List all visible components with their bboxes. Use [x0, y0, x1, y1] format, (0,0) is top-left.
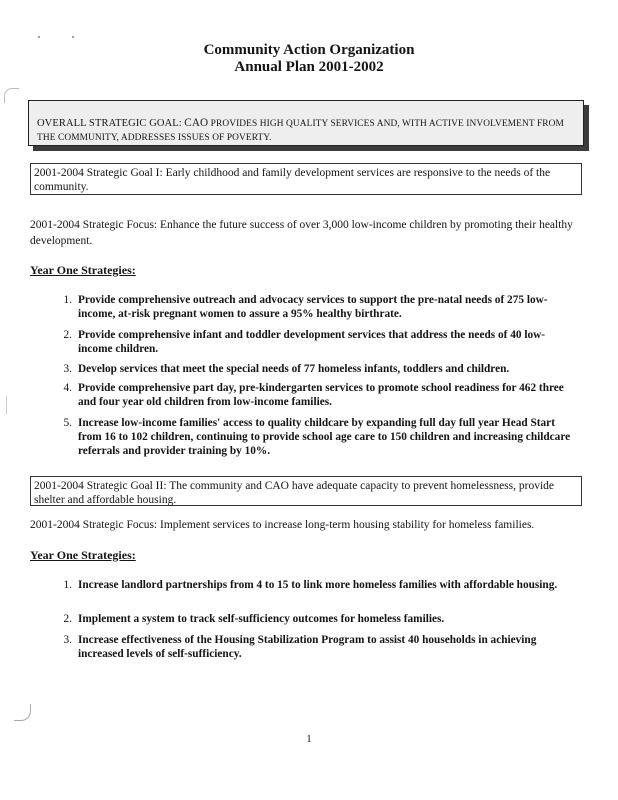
item-number: 2.	[63, 329, 72, 341]
item-text: Develop services that meet the special needs of 77 homeless infants, toddlers and children.	[78, 363, 510, 375]
item-text: Increase effectiveness of the Housing Stabilization Program to assist 40 households in achieving increased levels of self-sufficiency.	[78, 634, 537, 660]
item-text: Provide comprehensive outreach and advocacy services to support the pre-natal needs of 275 low-income, at-risk pregnant women to assure a 95% healthy birthrate.	[78, 294, 548, 320]
punch-hole-mark	[4, 88, 19, 103]
document-title: Community Action Organization	[203, 42, 415, 58]
item-number: 5.	[63, 417, 72, 429]
overall-goal-description: PROVIDES HIGH QUALITY SERVICES AND, WITH ACTIVE INVOLVEMENT FROM THE COMMUNITY, ADDRESSES ISSUES OF POVERTY.	[37, 119, 564, 143]
overall-goal-text	[37, 116, 577, 145]
scan-speck	[38, 36, 40, 38]
document-subtitle: Annual Plan 2001-2002	[234, 59, 384, 75]
strategic-goal-1: 2001-2004 Strategic Goal I: Early childhood and family development services are responsive to the needs of the community.	[30, 163, 582, 195]
item-number: 4.	[63, 382, 72, 394]
scan-speck	[72, 36, 74, 38]
strategic-focus-1: 2001-2004 Strategic Focus: Enhance the future success of over 3,000 low-income children by promoting their healthy development.	[30, 219, 573, 247]
item-number: 2.	[63, 613, 72, 625]
strategic-focus-2: 2001-2004 Strategic Focus: Implement services to increase long-term housing stability for homeless families.	[30, 519, 535, 531]
overall-goal-box	[28, 100, 584, 146]
overall-goal-org: CAO	[184, 117, 209, 129]
strategic-goal-2: 2001-2004 Strategic Goal II: The community and CAO have adequate capacity to prevent homelessness, provide shelter and affordable housing.	[30, 476, 582, 506]
year-one-strategies-heading: Year One Strategies:	[30, 263, 136, 277]
page-number: 1	[306, 733, 312, 745]
item-text: Provide comprehensive part day, pre-kindergarten services to promote school readiness for 462 three and four year old children from low-income families.	[78, 382, 564, 408]
item-number: 1.	[63, 579, 72, 591]
punch-hole-mark	[14, 704, 31, 721]
item-number: 1.	[63, 294, 72, 306]
item-number: 3.	[63, 363, 72, 375]
item-text: Increase low-income families' access to quality childcare by expanding full day full year Head Start from 16 to 102 children, continuing to provide school age care to 150 children and increasing childcare referrals and provider training by 10%.	[78, 417, 571, 457]
item-text: Implement a system to track self-sufficiency outcomes for homeless families.	[78, 613, 445, 625]
punch-hole-mark	[2, 396, 7, 414]
item-text: Increase landlord partnerships from 4 to 15 to link more homeless families with affordable housing.	[78, 579, 558, 591]
item-number: 3.	[63, 634, 72, 646]
item-text: Provide comprehensive infant and toddler development services that address the needs of 40 low-income children.	[78, 329, 546, 355]
overall-goal-label: OVERALL STRATEGIC GOAL:	[37, 118, 182, 129]
year-one-strategies-heading: Year One Strategies:	[30, 548, 136, 562]
